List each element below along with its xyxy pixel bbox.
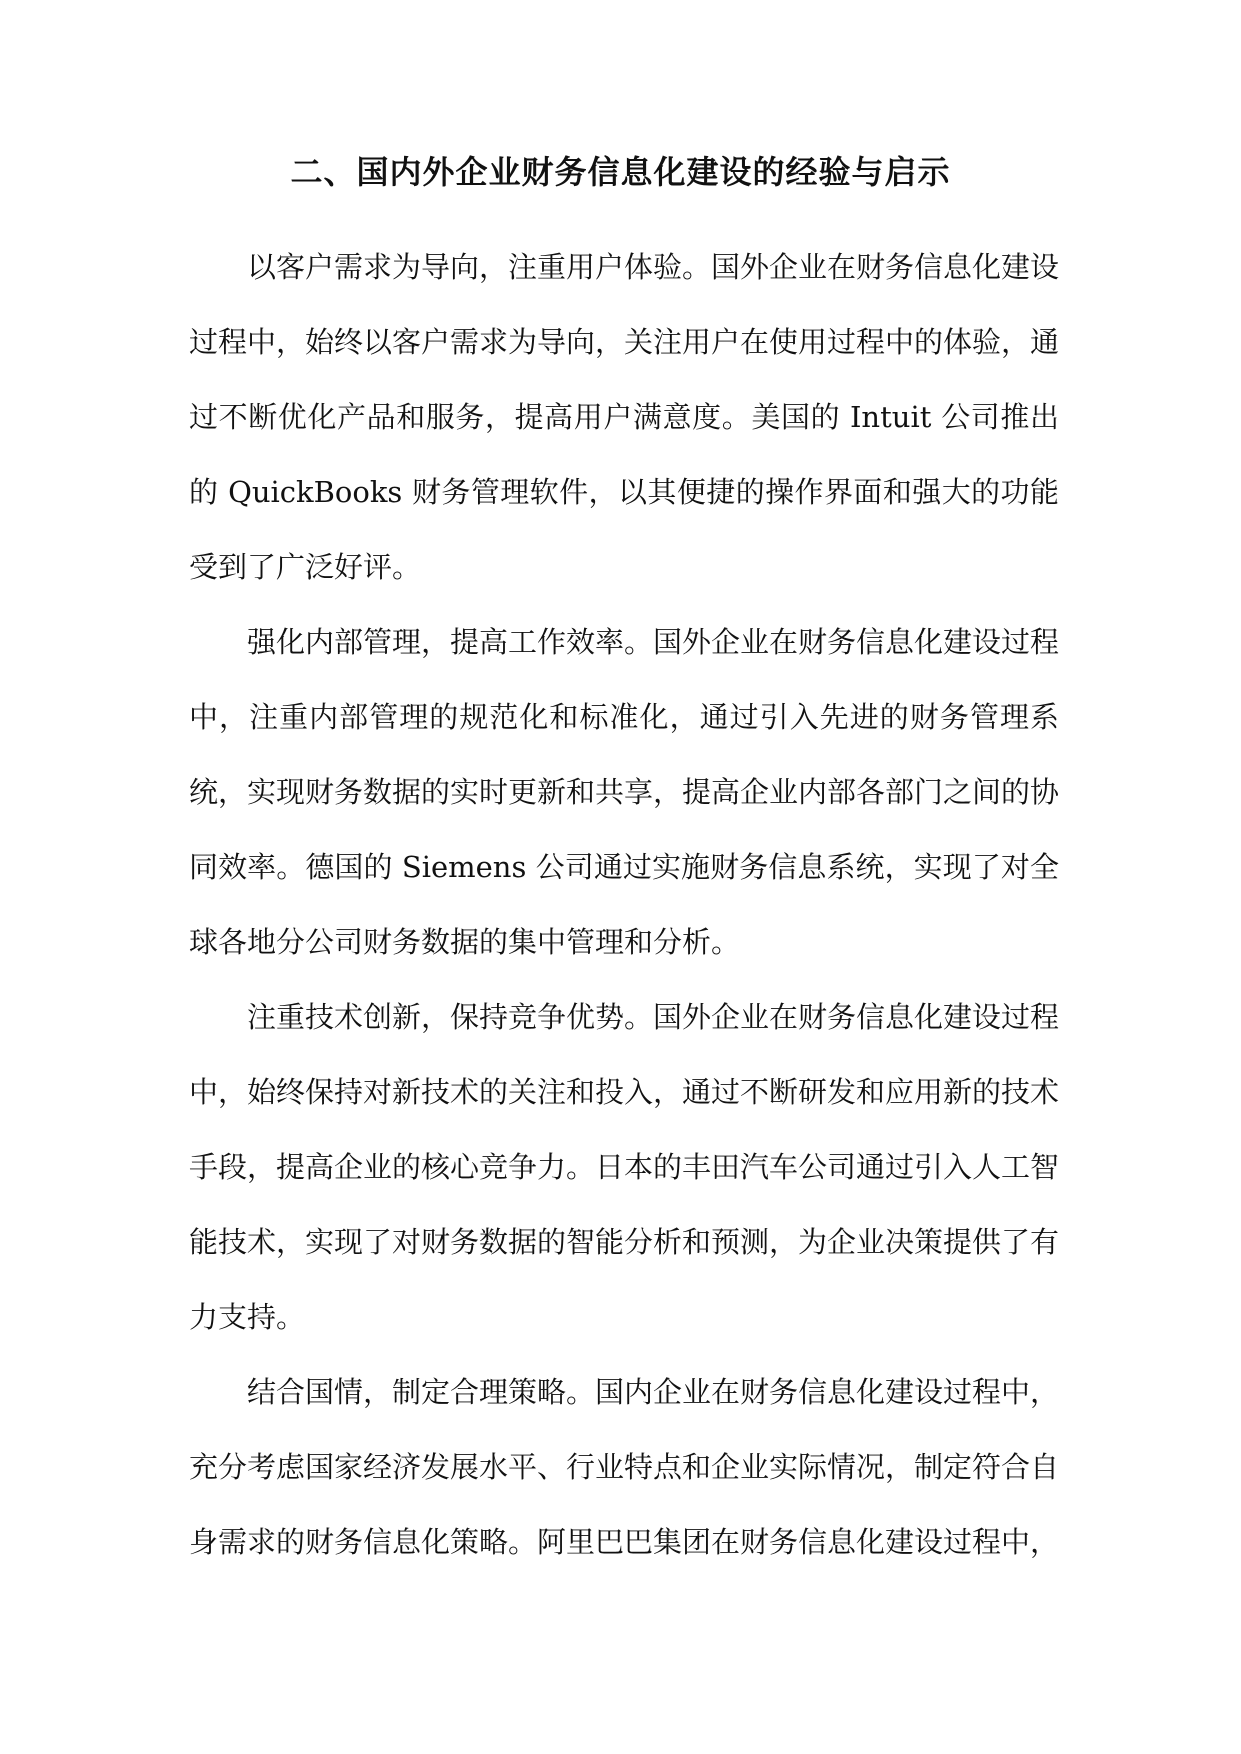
section-heading: 二、国内外企业财务信息化建设的经验与启示 — [290, 153, 951, 191]
paragraph-customer-orientation: 以客户需求为导向，注重用户体验。国外企业在财务信息化建设过程中，始终以客户需求为导向，关注用户在使用过程中的体验，通过不断优化产品和服务，提高用户满意度。美国的 Intuit 公司推出的 QuickBooks 财务管理软件，以其便捷的操作界面和强大的功能受到了广泛好评。 — [189, 250, 1060, 584]
paragraph-technical-innovation: 注重技术创新，保持竞争优势。国外企业在财务信息化建设过程中，始终保持对新技术的关注和投入，通过不断研发和应用新的技术手段，提高企业的核心竞争力。日本的丰田汽车公司通过引入人工智能技术，实现了对财务数据的智能分析和预测，为企业决策提供了有力支持。 — [189, 1000, 1060, 1334]
paragraph-internal-management: 强化内部管理，提高工作效率。国外企业在财务信息化建设过程中，注重内部管理的规范化和标准化，通过引入先进的财务管理系统，实现财务数据的实时更新和共享，提高企业内部各部门之间的协同效率。德国的 Siemens 公司通过实施财务信息系统，实现了对全球各地分公司财务数据的集中管理和分析。 — [189, 625, 1060, 959]
body-text — [189, 230, 1059, 1580]
paragraph-national-conditions: 结合国情，制定合理策略。国内企业在财务信息化建设过程中，充分考虑国家经济发展水平、行业特点和企业实际情况，制定符合自身需求的财务信息化策略。阿里巴巴集团在财务信息化建设过程中， — [189, 1375, 1060, 1559]
